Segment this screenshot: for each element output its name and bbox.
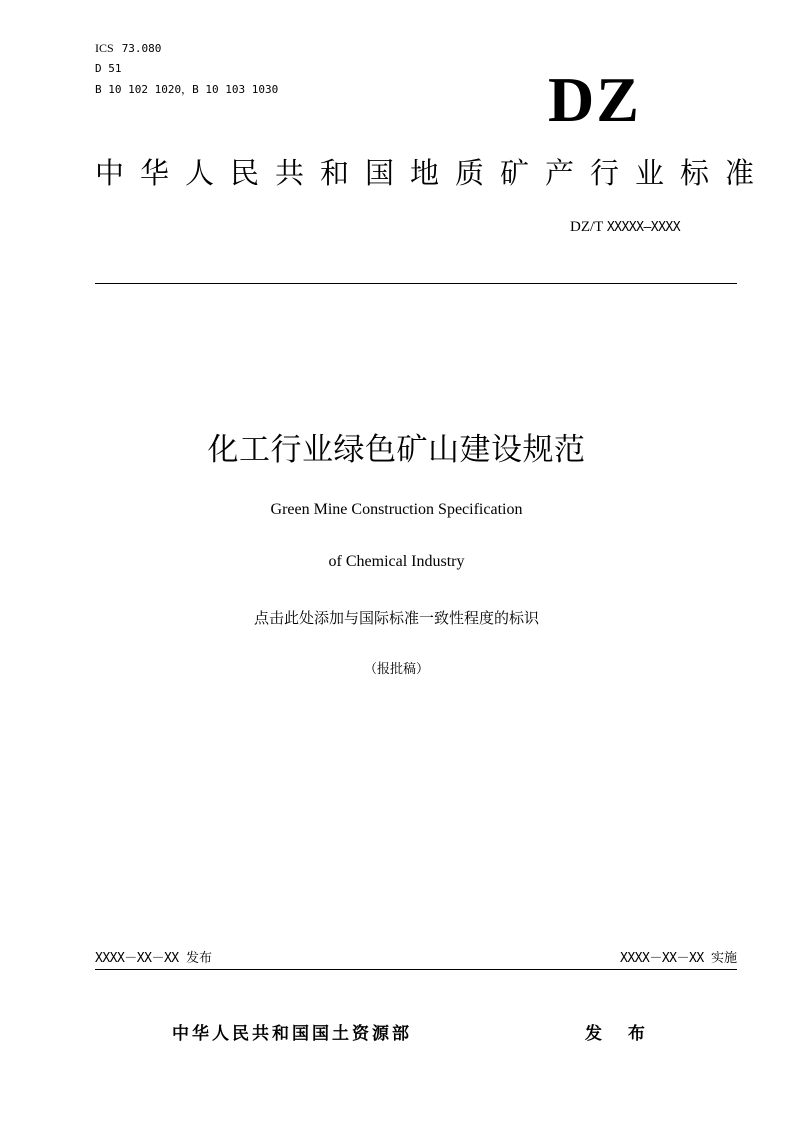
issue-date (95, 950, 212, 968)
header-divider (95, 283, 737, 284)
department-codes: B 10 102 1020，B 10 103 1030 (95, 83, 279, 96)
implementation-date (584, 950, 737, 968)
standard-number-value: XXXXX—XXXX (606, 220, 681, 235)
ics-classification (95, 41, 161, 56)
dz-logo: DZ (548, 64, 641, 135)
issue-date-value: XXXX－XX－XX (95, 951, 179, 966)
ccs-classification: D 51 (95, 62, 122, 75)
issuing-authority: 中华人民共和国国土资源部 (172, 1024, 412, 1044)
footer-divider (95, 969, 737, 970)
standard-number-prefix: DZ/T (570, 219, 607, 235)
issue-word: 发 布 (585, 1024, 655, 1044)
document-title-english-line2: of Chemical Industry (328, 553, 465, 570)
consistency-note-placeholder[interactable]: 点击此处添加与国际标准一致性程度的标识 (253, 609, 539, 627)
draft-status: （报批稿） (363, 662, 429, 677)
implementation-date-label: 实施 (710, 951, 737, 966)
industry-standard-heading: 中华人民共和国地质矿产行业标准 (95, 156, 771, 190)
document-title-chinese: 化工行业绿色矿山建设规范 (207, 432, 586, 468)
ics-code: 73.080 (121, 42, 162, 55)
issue-date-label: 发布 (185, 951, 212, 966)
implementation-date-value: XXXX－XX－XX (620, 951, 704, 966)
standard-number (570, 218, 680, 237)
document-title-english-line1: Green Mine Construction Specification (270, 501, 523, 518)
ics-label: ICS (95, 41, 114, 55)
